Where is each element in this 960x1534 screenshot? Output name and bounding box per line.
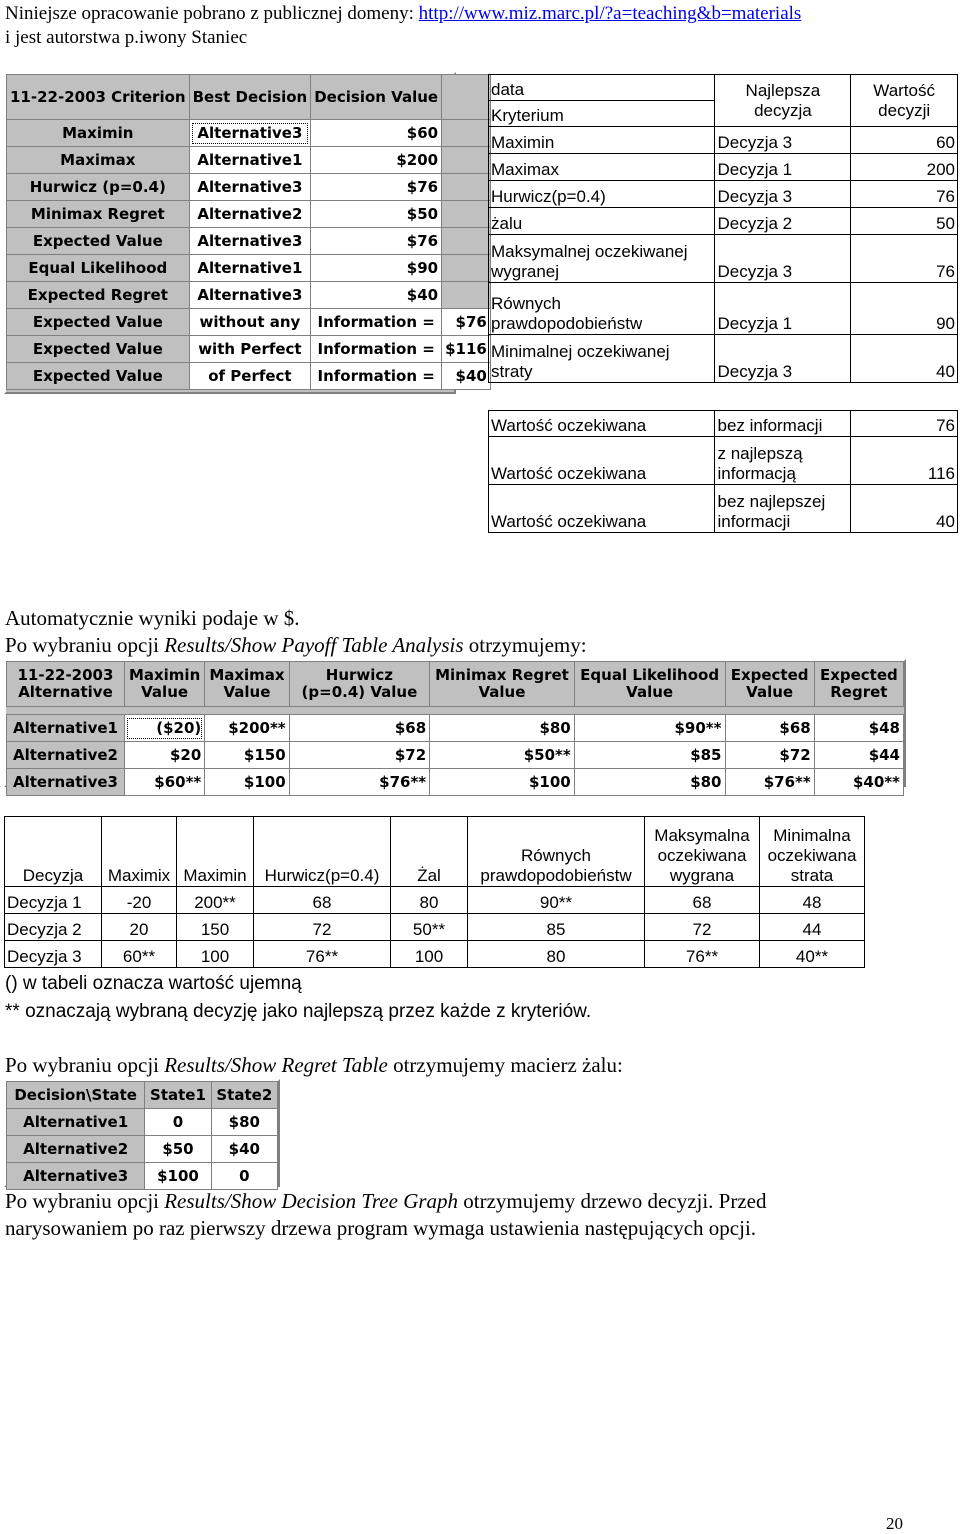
- value-cell[interactable]: $50: [311, 201, 442, 228]
- table-row: Decyzja 3 60** 100 76** 100 80 76** 40**: [5, 941, 865, 968]
- page-number: 20: [886, 1514, 903, 1533]
- decision-analysis-grid: [4, 72, 487, 394]
- decision-cell[interactable]: Alternative3: [189, 228, 311, 255]
- value-cell[interactable]: $76: [311, 228, 442, 255]
- value-cell[interactable]: $76: [442, 309, 491, 336]
- grid1-row[interactable]: [7, 363, 491, 390]
- criteria-summary-table: [488, 74, 958, 533]
- table-row: Wartość oczekiwana bez informacji 76: [489, 411, 958, 437]
- note-best-decision: ** oznaczają wybraną decyzję jako najlepszą przez każde z kryteriów.: [5, 1001, 592, 1022]
- table-row: Maximax Decyzja 1 200: [489, 154, 958, 181]
- table1-data-label: data: [489, 75, 715, 101]
- value-cell[interactable]: $90: [311, 255, 442, 282]
- grid2-header: Expected Value: [725, 662, 814, 707]
- table2-header: Minimalna oczekiwana strata: [760, 817, 865, 887]
- grid1-row[interactable]: [7, 282, 491, 309]
- grid1-row[interactable]: [7, 336, 491, 363]
- criterion-cell: Hurwicz (p=0.4): [7, 174, 190, 201]
- grid1-row[interactable]: [7, 120, 491, 147]
- table2-header: Równych prawdopodobieństw: [468, 817, 645, 887]
- decision-cell[interactable]: Alternative1: [189, 255, 311, 282]
- value-cell[interactable]: $76: [311, 174, 442, 201]
- paragraph-tree-intro: Po wybraniu opcji Results/Show Decision Tree Graph otrzymujemy drzewo decyzji. Przed narysowaniem po raz pierwszy drzewa program wymaga ustawienia następujących opcji.: [5, 1189, 767, 1240]
- table2-header: Maximin: [177, 817, 254, 887]
- table-row: Wartość oczekiwana z najlepszą informacją 116: [489, 437, 958, 485]
- grid1-row[interactable]: [7, 228, 491, 255]
- grid3-header: State2: [211, 1082, 277, 1109]
- table1-header-kryterium: Kryterium: [489, 101, 715, 127]
- criterion-cell: Expected Value: [7, 309, 190, 336]
- criterion-cell: Maximin: [7, 120, 190, 147]
- grid2-row[interactable]: Alternative1 ($20) $200** $68 $80 $90** $68 $48: [7, 715, 904, 742]
- grid1-header-best-decision: Best Decision: [189, 75, 311, 120]
- criterion-cell: Expected Value: [7, 363, 190, 390]
- info-label-cell[interactable]: of Perfect: [189, 363, 311, 390]
- payoff-analysis-grid: [4, 659, 906, 791]
- info-label-cell[interactable]: Information =: [311, 309, 442, 336]
- paragraph-regret-intro: Po wybraniu opcji Results/Show Regret Table otrzymujemy macierz żalu:: [5, 1053, 623, 1077]
- criterion-cell: Expected Value: [7, 336, 190, 363]
- decision-cell[interactable]: Alternative3: [189, 282, 311, 309]
- table1-header-value: Wartość decyzji: [851, 75, 958, 127]
- table-row: Maximin Decyzja 3 60: [489, 127, 958, 154]
- table-row: Decyzja 1 -20 200** 68 80 90** 68 48: [5, 887, 865, 914]
- header-prefix: Niniejsze opracowanie pobrano z publicznej domeny:: [5, 3, 419, 24]
- table-row: Decyzja 2 20 150 72 50** 85 72 44: [5, 914, 865, 941]
- grid2-header: 11-22-2003 Alternative: [7, 662, 125, 707]
- grid3-row[interactable]: Alternative3 $100 0: [7, 1163, 278, 1190]
- menu-path-payoff: Results/Show Payoff Table Analysis: [164, 633, 464, 657]
- grid2-header: Equal Likelihood Value: [574, 662, 725, 707]
- criterion-cell: Expected Value: [7, 228, 190, 255]
- grid1-row[interactable]: [7, 309, 491, 336]
- table2-header: Hurwicz(p=0.4): [254, 817, 391, 887]
- decision-cell[interactable]: Alternative3: [189, 174, 311, 201]
- paragraph-payoff-intro: Po wybraniu opcji Results/Show Payoff Table Analysis otrzymujemy:: [5, 633, 587, 657]
- payoff-summary-table: [4, 816, 865, 968]
- value-cell[interactable]: $200: [311, 147, 442, 174]
- value-cell[interactable]: $60: [311, 120, 442, 147]
- decision-cell[interactable]: Alternative3: [189, 120, 311, 147]
- table-row: Minimalnej oczekiwanej straty Decyzja 3 40: [489, 335, 958, 383]
- table2-header: Maximix: [102, 817, 177, 887]
- decision-cell[interactable]: Alternative1: [189, 147, 311, 174]
- menu-path-regret: Results/Show Regret Table: [164, 1053, 388, 1077]
- header-line-2: i jest autorstwa p.iwony Staniec: [5, 27, 248, 48]
- value-cell[interactable]: $40: [442, 363, 491, 390]
- value-cell[interactable]: $116: [442, 336, 491, 363]
- note-negative-values: () w tabeli oznacza wartość ujemną: [5, 973, 302, 994]
- menu-path-tree: Results/Show Decision Tree Graph: [164, 1189, 459, 1213]
- grid2-row[interactable]: Alternative3 $60** $100 $76** $100 $80 $76** $40**: [7, 769, 904, 796]
- grid3-header: Decision\State: [7, 1082, 145, 1109]
- criterion-cell: Maximax: [7, 147, 190, 174]
- grid3-row[interactable]: Alternative2 $50 $40: [7, 1136, 278, 1163]
- grid1-header-criterion: 11-22-2003 Criterion: [7, 75, 190, 120]
- grid3-row[interactable]: Alternative1 0 $80: [7, 1109, 278, 1136]
- grid3-header: State1: [145, 1082, 211, 1109]
- grid1-header-decision-value: Decision Value: [311, 75, 442, 120]
- info-label-cell[interactable]: Information =: [311, 363, 442, 390]
- regret-table-grid: [4, 1079, 280, 1187]
- grid1-row[interactable]: [7, 201, 491, 228]
- table-row: Równych prawdopodobieństw Decyzja 1 90: [489, 283, 958, 335]
- page-header: [5, 2, 801, 50]
- table2-header: Decyzja: [5, 817, 102, 887]
- criterion-cell: Minimax Regret: [7, 201, 190, 228]
- grid2-header: Maximin Value: [124, 662, 204, 707]
- grid2-header: Minimax Regret Value: [430, 662, 575, 707]
- table1-header-best: Najlepsza decyzja: [715, 75, 851, 127]
- value-cell[interactable]: $40: [311, 282, 442, 309]
- grid2-header: Expected Regret: [814, 662, 903, 707]
- grid1-row[interactable]: [7, 174, 491, 201]
- grid1-header-extra: [442, 75, 491, 120]
- criterion-cell: Equal Likelihood: [7, 255, 190, 282]
- grid2-header: Maximax Value: [205, 662, 289, 707]
- table-row: Maksymalnej oczekiwanej wygranej Decyzja 3 76: [489, 235, 958, 283]
- info-label-cell[interactable]: Information =: [311, 336, 442, 363]
- paragraph-currency-note: Automatycznie wyniki podaje w $.: [5, 606, 300, 630]
- grid1-row[interactable]: [7, 255, 491, 282]
- info-label-cell[interactable]: with Perfect: [189, 336, 311, 363]
- table2-header: Maksymalna oczekiwana wygrana: [645, 817, 760, 887]
- header-line-1: [5, 2, 801, 26]
- grid2-row[interactable]: Alternative2 $20 $150 $72 $50** $85 $72 $44: [7, 742, 904, 769]
- grid2-header: Hurwicz (p=0.4) Value: [289, 662, 430, 707]
- criterion-cell: Expected Regret: [7, 282, 190, 309]
- table-row: Wartość oczekiwana bez najlepszej informacji 40: [489, 485, 958, 533]
- table2-header: Żal: [391, 817, 468, 887]
- source-link[interactable]: http://www.miz.marc.pl/?a=teaching&b=materials: [418, 3, 802, 24]
- info-label-cell[interactable]: without any: [189, 309, 311, 336]
- table-row: żalu Decyzja 2 50: [489, 208, 958, 235]
- decision-cell[interactable]: Alternative2: [189, 201, 311, 228]
- table-row: Hurwicz(p=0.4) Decyzja 3 76: [489, 181, 958, 208]
- grid1-row[interactable]: [7, 147, 491, 174]
